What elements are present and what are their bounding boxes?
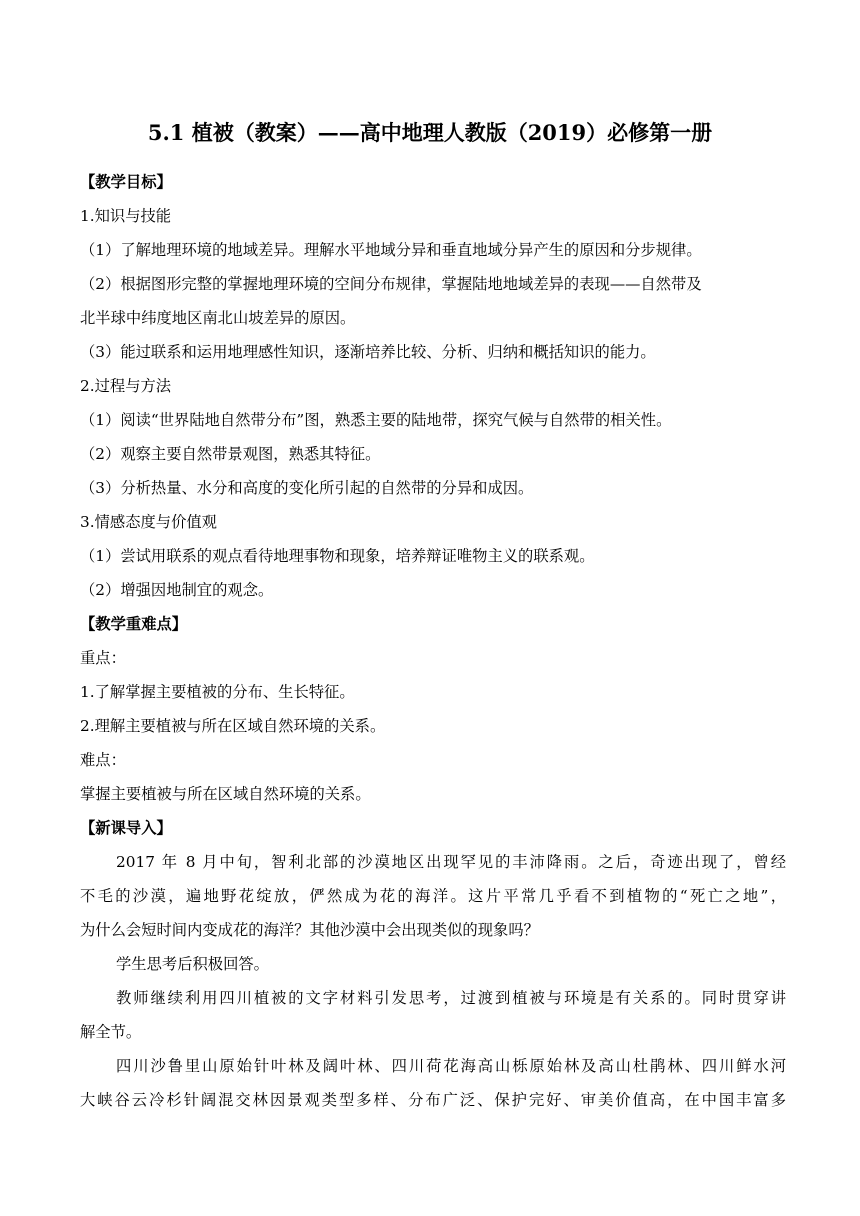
- intro-paragraph-1-line-3: 为什么会短时间内变成花的海洋？其他沙漠中会出现类似的现象吗？: [80, 921, 539, 939]
- intro-paragraph-1-line-1: 2017 年 8 月中旬，智利北部的沙漠地区出现罕见的丰沛降雨。之后，奇迹出现了，曾经: [116, 853, 786, 871]
- focus-item-1: 1.了解掌握主要植被的分布、生长特征。: [80, 683, 355, 701]
- process-item-1: （1）阅读“世界陆地自然带分布”图，熟悉主要的陆地带，探究气候与自然带的相关性。: [80, 411, 672, 429]
- intro-paragraph-3-line-2: 解全节。: [80, 1023, 142, 1041]
- intro-paragraph-1-line-2: 不毛的沙漠，遍地野花绽放，俨然成为花的海洋。这片平常几乎看不到植物的“死亡之地”，: [80, 887, 786, 905]
- intro-paragraph-3-line-1: 教师继续利用四川植被的文字材料引发思考，过渡到植被与环境是有关系的。同时贯穿讲: [116, 989, 786, 1007]
- subheading-process: 2.过程与方法: [80, 377, 172, 395]
- knowledge-item-2-line-2: 北半球中纬度地区南北山坡差异的原因。: [80, 309, 356, 327]
- process-item-2: （2）观察主要自然带景观图，熟悉其特征。: [80, 445, 381, 463]
- attitude-item-1: （1）尝试用联系的观点看待地理事物和现象，培养辩证唯物主义的联系观。: [80, 547, 595, 565]
- process-item-3: （3）分析热量、水分和高度的变化所引起的自然带的分异和成因。: [80, 479, 534, 497]
- section-heading-objectives: 【教学目标】: [80, 173, 172, 191]
- section-heading-keypoints: 【教学重难点】: [80, 615, 188, 633]
- intro-paragraph-4-line-2: 大峡谷云冷杉针阔混交林因景观类型多样、分布广泛、保护完好、审美价值高，在中国丰富多: [80, 1091, 786, 1109]
- intro-paragraph-2: 学生思考后积极回答。: [116, 955, 269, 973]
- section-heading-intro: 【新课导入】: [80, 819, 172, 837]
- knowledge-item-3: （3）能过联系和运用地理感性知识，逐渐培养比较、分析、归纳和概括知识的能力。: [80, 343, 656, 361]
- difficulty-item-1: 掌握主要植被与所在区域自然环境的关系。: [80, 785, 371, 803]
- intro-paragraph-4-line-1: 四川沙鲁里山原始针叶林及阔叶林、四川荷花海高山栎原始林及高山杜鹃林、四川鲜水河: [116, 1057, 786, 1075]
- knowledge-item-1: （1）了解地理环境的地域差异。理解水平地域分异和垂直地域分异产生的原因和分步规律。: [80, 241, 702, 259]
- knowledge-item-2-line-1: （2）根据图形完整的掌握地理环境的空间分布规律，掌握陆地地域差异的表现——自然带及: [80, 275, 702, 293]
- focus-item-2: 2.理解主要植被与所在区域自然环境的关系。: [80, 717, 386, 735]
- focus-label: 重点：: [80, 649, 126, 667]
- attitude-item-2: （2）增强因地制宜的观念。: [80, 581, 274, 599]
- page-title: 5.1 植被（教案）——高中地理人教版（2019）必修第一册: [147, 120, 713, 145]
- difficulty-label: 难点：: [80, 751, 126, 769]
- subheading-attitude: 3.情感态度与价值观: [80, 513, 217, 531]
- subheading-knowledge: 1.知识与技能: [80, 207, 172, 225]
